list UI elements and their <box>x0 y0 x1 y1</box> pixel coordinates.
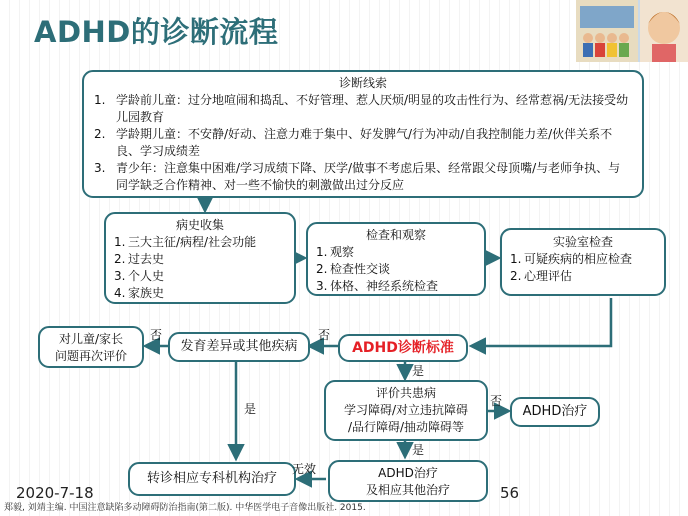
label-yes-comorbid: 是 <box>412 443 425 457</box>
list-item: 2. 检查性交谈 <box>316 262 391 276</box>
referral-text: 转诊相应专科机构治疗 <box>146 471 277 486</box>
list-item: 1. 学龄前儿童：过分地喧闹和捣乱、不好管理、惹人厌烦/明显的攻击性行为、经常惹祸/无法接受幼儿园教育 <box>94 93 629 124</box>
exam-observation-title: 检查和观察 <box>365 228 426 242</box>
list-item: 2. 学龄期儿童：不安静/好动、注意力难于集中、好发脾气/行为冲动/自我控制能力差/伙伴关系不良、学习成绩差 <box>94 127 613 158</box>
label-ineffective: 无效 <box>292 462 317 476</box>
list-item: 3. 个人史 <box>114 269 165 283</box>
list-item: 3. 青少年：注意集中困难/学习成绩下降、厌学/做事不考虑后果、经常跟父母顶嘴/与老师争执、与同学缺乏合作精神、对一些不愉快的刺激做出过分反应 <box>94 161 621 192</box>
adhd-combined-treatment-box <box>328 460 488 502</box>
reevaluation-box <box>38 326 144 368</box>
lab-exam-box <box>500 228 666 296</box>
diagnosis-clues-title: 诊断线索 <box>338 76 387 90</box>
label-no-criteria: 否 <box>318 328 331 342</box>
list-item: 2. 过去史 <box>114 252 165 266</box>
exam-list <box>316 244 476 295</box>
adhd-treatment-box <box>510 397 600 427</box>
exam-observation-box <box>306 222 486 296</box>
list-item: 1. 可疑疾病的相应检查 <box>510 252 633 266</box>
history-collection-title: 病史收集 <box>175 218 224 232</box>
reevaluation-line1: 对儿童/家长 <box>58 332 124 346</box>
diagnosis-clues-list <box>94 92 632 194</box>
lab-list <box>510 251 656 285</box>
referral-box <box>128 462 296 496</box>
comorbidity-line1: 评价共患病 <box>375 386 436 400</box>
reevaluation-line2: 问题再次评价 <box>54 349 127 363</box>
diagnosis-clues-box <box>82 70 644 198</box>
page-title: ADHD的诊断流程 <box>34 15 279 49</box>
developmental-difference-text: 发育差异或其他疾病 <box>180 339 298 354</box>
history-collection-box <box>104 212 296 304</box>
developmental-difference-box <box>168 332 310 362</box>
comorbidity-box <box>324 380 488 441</box>
adhd-combined-line2: 及相应其他治疗 <box>365 483 450 497</box>
label-no-developmental: 否 <box>150 328 163 342</box>
list-item: 3. 体格、神经系统检查 <box>316 279 439 293</box>
footer-date: 2020-7-18 <box>16 484 94 502</box>
label-yes-criteria: 是 <box>412 364 425 378</box>
lab-exam-title: 实验室检查 <box>552 235 613 249</box>
adhd-treatment-text: ADHD治疗 <box>522 404 588 419</box>
label-yes-developmental: 是 <box>244 402 257 416</box>
reference-citation: 郑毅, 刘靖主编. 中国注意缺陷多动障碍防治指南(第二版). 中华医学电子音像出版社. 2015. <box>4 503 366 513</box>
list-item: 2. 心理评估 <box>510 269 573 283</box>
comorbidity-line2: 学习障碍/对立违抗障碍 <box>343 403 469 417</box>
label-no-comorbid: 否 <box>490 394 503 408</box>
list-item: 1. 三大主征/病程/社会功能 <box>114 235 257 249</box>
adhd-combined-line1: ADHD治疗 <box>378 466 438 480</box>
comorbidity-line3: /品行障碍/抽动障碍等 <box>347 420 465 434</box>
page-number: 56 <box>500 484 520 502</box>
list-item: 4. 家族史 <box>114 286 165 300</box>
list-item: 1. 观察 <box>316 245 355 259</box>
adhd-criteria-box: ADHD诊断标准 <box>338 334 468 362</box>
history-list <box>114 234 286 302</box>
